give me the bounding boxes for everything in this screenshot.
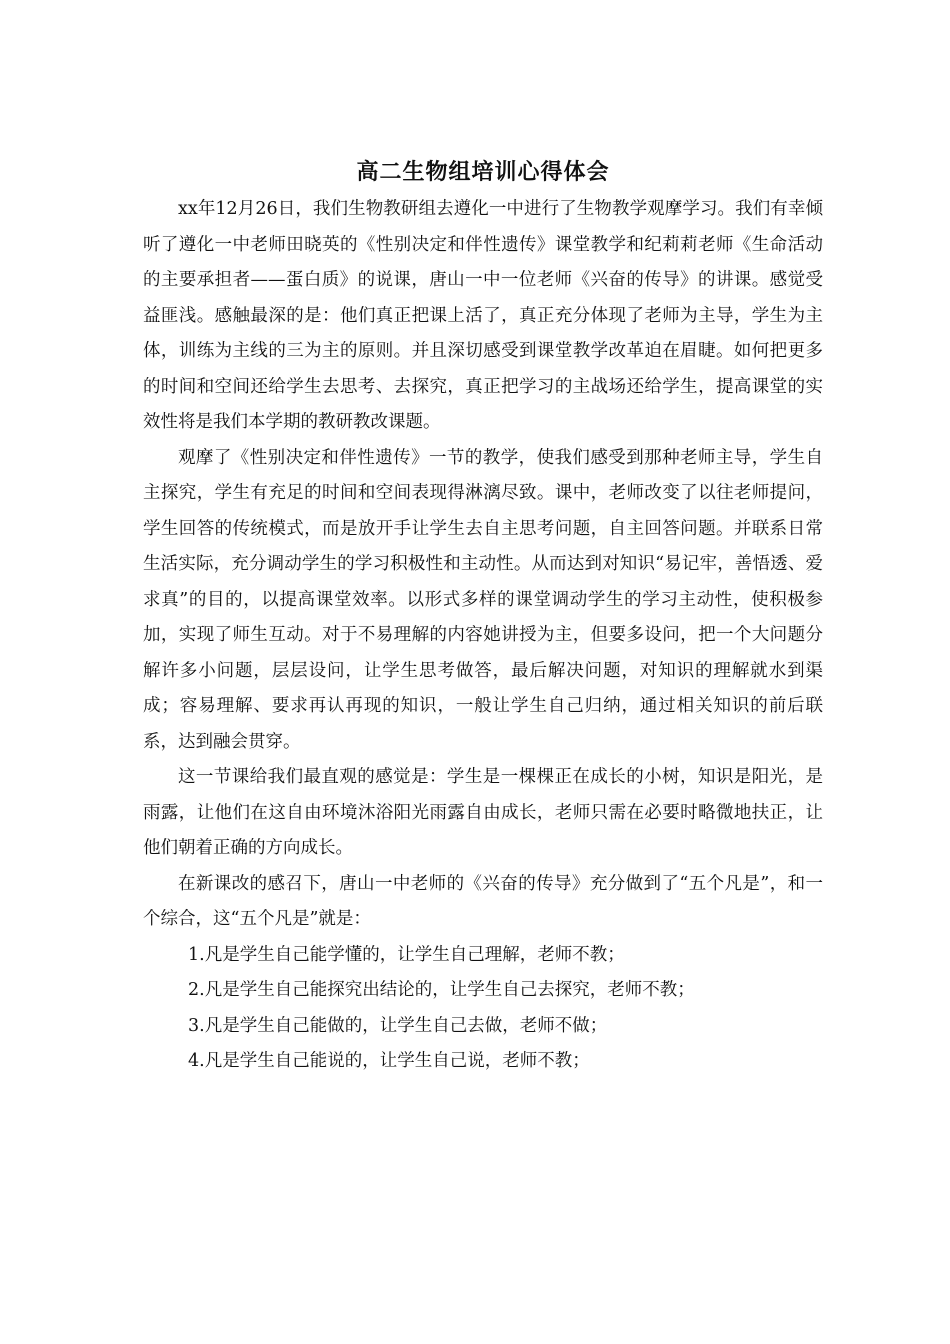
list-item-2: 2.凡是学生自己能探究出结论的，让学生自己去探究，老师不教； (188, 980, 695, 1000)
document-body (143, 152, 823, 1080)
paragraph-4: 在新课改的感召下，唐山一中老师的《兴奋的传导》充分做到了“五个凡是”，和一个综合，这“五个凡是”就是： (143, 873, 823, 929)
paragraph-2: 观摩了《性别决定和伴性遗传》一节的教学，使我们感受到那种老师主导，学生自主探究，学生有充足的时间和空间表现得淋漓尽致。课中，老师改变了以往老师提问，学生回答的传统模式，而是放开手让学生去自主思考问题，自主回答问题。并联系日常生活实际，充分调动学生的学习积极性和主动性。从而达到对知识“易记牢，善悟透、爱求真”的目的，以提高课堂效率。以形式多样的课堂调动学生的学习主动性，使积极参加，实现了师生互动。对于不易理解的内容她讲授为主，但要多设问，把一个大问题分解许多小问题，层层设问，让学生思考做答，最后解决问题，对知识的理解就水到渠成；容易理解、要求再认再现的知识，一般让学生自己归纳，通过相关知识的前后联系，达到融会贯穿。 (143, 447, 823, 752)
paragraph-1: xx年12月26日，我们生物教研组去遵化一中进行了生物教学观摩学习。我们有幸倾听了遵化一中老师田晓英的《性别决定和伴性遗传》课堂教学和纪莉莉老师《生命活动的主要承担者——蛋白质》的说课，唐山一中一位老师《兴奋的传导》的讲课。感觉受益匪浅。感触最深的是：他们真正把课上活了，真正充分体现了老师为主导，学生为主体，训练为主线的三为主的原则。并且深切感受到课堂教学改革迫在眉睫。如何把更多的时间和空间还给学生去思考、去探究，真正把学习的主战场还给学生，提高课堂的实效性将是我们本学期的教研教改课题。 (143, 199, 823, 432)
list-item-4: 4.凡是学生自己能说的，让学生自己说，老师不教； (188, 1051, 590, 1071)
document-title: 高二生物组培训心得体会 (356, 159, 610, 185)
list-item-3: 3.凡是学生自己能做的，让学生自己去做，老师不做； (188, 1015, 608, 1036)
list-item-1: 1.凡是学生自己能学懂的，让学生自己理解，老师不教； (188, 944, 625, 965)
paragraph-3: 这一节课给我们最直观的感觉是：学生是一棵棵正在成长的小树，知识是阳光，是雨露，让他们在这自由环境沐浴阳光雨露自由成长，老师只需在必要时略微地扶正，让他们朝着正确的方向成长。 (143, 767, 823, 858)
